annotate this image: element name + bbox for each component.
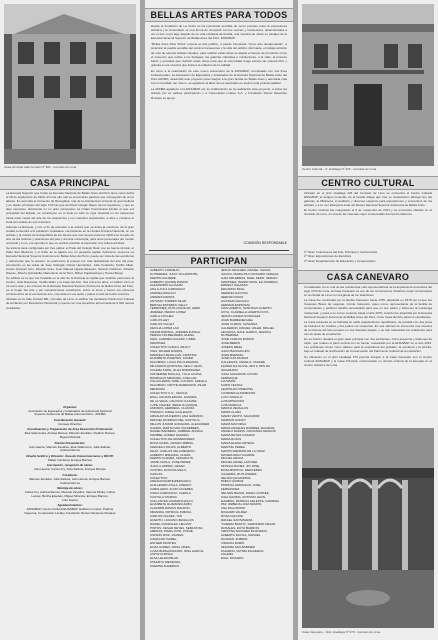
participant-entry: MILAGROS QUINTANA, NELLY LEON, (150, 365, 203, 369)
credit-line: Walter Cardenal, Enrique Barreto (47, 457, 93, 462)
participant-entry: NELSON BAZÁN, DIEGO CORTEZ, (221, 491, 270, 495)
credit-heading: Inscripción, recepción de obras: (46, 463, 94, 468)
participant-entry: MARIA ELENA ORTECH (221, 441, 255, 445)
participant-entry: LECHUGA, RAÚL GARRO, JESSICA (221, 330, 272, 334)
participant-entry: CALDERÓN, RAFAEL VALER, MIGUEL (221, 326, 275, 330)
participant-entry: CARLOS VALDEZ, YAN (150, 515, 183, 518)
participant-entry: MARTIN RENDÓN DE LA CRUZ (221, 449, 265, 453)
participant-entry: MARITZA PEREA (221, 445, 246, 449)
participant-entry: PINASCO, KIRIEL GALLEGOS, (150, 411, 193, 415)
participant-entry: JÉSUS SÁNCHEZ, RAFAEL CHUÑÁ (221, 269, 271, 272)
colonial-building-photo-icon (302, 4, 434, 166)
participant-entry: CABALLERO, FLOR CACERES (150, 488, 194, 492)
participant-entry: OSORIO RUIZ, JUANES (150, 534, 184, 538)
credit-line: Iván Huerta, Marcelo Zevallos, Elsa Valdemoro, Julia Salinas, (29, 444, 111, 449)
paragraph: El Centro Cultural fue inaugurado el 6 de noviembre de 2014 y se encuentra ubicado en el Cercado de Lima, en una de las casonas mejor conservadas del Centro Histórico. (304, 208, 432, 217)
participant-entry: HERÉNIA GAYOSO (221, 292, 248, 296)
participant-entry: JESÚS LOZADA GONZÁLEZ (221, 315, 261, 319)
participant-entry: GAIA ORLEBRAS, MAEL PERÓ, SERGIO (221, 276, 278, 280)
participant-entry: ESTHER MONTES (150, 541, 176, 545)
participant-entry: HERMAN ESPINOZA (221, 303, 251, 307)
paragraph: Ubicado en el jirón Huallaga 426 del Cercado de Lima se encuentra el Centro Cultural ENSABAP, el antiguo inmueble de la familia Aliaga que tras su restauración alberga hoy las galerías, la biblioteca, el auditorio y diversos espacios para exposiciones y encuentros de los artistas, y a su vez alberga la sede del Museo Nacional Superior Autónoma de Bellas Artes. (304, 191, 432, 208)
participant-entry: ANA PALLOMINO (221, 507, 246, 511)
participant-entry: KOYA, CLARIELLA HUERTA KOYA (221, 311, 269, 315)
participant-entry: JULIO BACIGALUPO (221, 349, 250, 353)
participant-entry: GANMA, MARTA IVAN VALDEBEES, (150, 426, 200, 430)
participant-entry: ELIZA GÓMEZ, ROSA VIDES, (150, 545, 191, 549)
participant-entry: MARCELO ZEVALLOS, CRISTINA (150, 353, 197, 357)
participant-entry: VLADIMIR RAMOS MALDON, (150, 507, 191, 511)
participant-entry: CASTILLO MARISA (150, 495, 177, 499)
participant-entry: ROSA FALCONÍ (221, 515, 244, 518)
credit-line: Superior Autónoma de Bellas Artes del Perú - ADNBA (34, 412, 106, 417)
participant-entry: JULIA SALVADOR, KAYAM (221, 372, 258, 376)
credit-heading: Diseño Gráfico y Difusión: Área de Comunicaciones y RR.PP. (26, 453, 114, 458)
paragraph: En su interior destaca el gran patio principal con dos ambientes, cinco arquerías y balcones de cajón, que rodean el patio central con su fuente, restaurado por la ENSABAP en el año 2015. Los ambientes sirven como talleres para la enseñanza del grabado, la escultura y la pintura, bajo el cuidado de la Dirección de Conservación del Patrimonio Cultural de la institución. (304, 337, 432, 354)
participant-entry: ELSA HALEKUBLAN (150, 557, 179, 561)
participant-entry: JAIME CIVALA, JOSE PEREZ, (150, 461, 192, 465)
participant-entry: MARCELO ROJAS, ALBERTO (150, 445, 192, 449)
participant-entry: GUILLERMO AYALA, FREDDY (150, 484, 192, 488)
participant-entry: MARIA MAYORGA (221, 422, 247, 426)
participant-entry: ALBERTO MIRANDA, CHAPA, (150, 453, 192, 457)
section-title-centro-cultural: CENTRO CULTURAL (298, 176, 438, 190)
credits-block (6, 404, 134, 636)
participant-entry: COLECTIVO (150, 476, 168, 480)
participant-entry: MARIO VENTO, SALVADOR (221, 415, 260, 419)
participant-entry: LUCY ANGULO (221, 395, 243, 399)
participant-entry: ALBERTO DÁVILA, MANUEL (221, 534, 261, 538)
participant-entry: PABLO QUIROZ (221, 480, 244, 484)
participant-entry: "FUERZA BASTÓ", GERÓNIMO CESAR (221, 522, 276, 526)
participant-entry: ROSA GINDA, CESAR URBINA, (150, 441, 194, 445)
participant-entry: JIMÉNEZ, PEDRO LÓPEZ (150, 311, 186, 315)
participant-entry: RAÚL ROSARIO (221, 557, 244, 561)
participant-entry: CRISTINA SANCHEZ BAJKARDO, (221, 530, 268, 534)
participant-entry: ANTONIO TORRES SILAR (150, 299, 187, 303)
participant-entry: LOURDES ALTAMIRANO (221, 392, 256, 395)
participant-entry: MAYERLINGO GUARDE (221, 453, 255, 457)
credit-heading: Coordinación y Preparación de Área Desarrollo Profesional: (27, 427, 113, 432)
participant-entry: MARCO ZEVALLOS (221, 407, 249, 411)
participants-list-left (150, 269, 218, 635)
credit-line: Miguel Miranda (59, 435, 81, 440)
casa-principal-photo (4, 4, 136, 164)
participant-entry: ARENAS, PAVEL CUSI, JOSUE, (150, 530, 194, 534)
participant-entry: VIDA, WILDER RAMOS, (150, 349, 184, 353)
participant-entry: DE LA VEGA, CALIXCIO CAJJARI, (150, 399, 198, 403)
participant-entry: LEOPOLDO PIMENTEL (221, 388, 254, 392)
paragraph: La ADNBA agradece a la ENSABAP por su colaboración en la realización este proyecto, a todos los artistas por su valiosa participación y a Corporación Lindley S.A. y Fundación Rentei Navarrete Rosique su apoyo. (151, 87, 287, 100)
participant-entry: CARLOS HEY (150, 318, 170, 322)
photo-caption: Centro Cultural - Jr. Huallaga Nº 426 - Cercado de Lima (302, 167, 377, 171)
credit-heading: Agradecimientos: (57, 503, 83, 508)
paragraph: La Casa fue construida por la familia Canevaro hacia 1755, adquirida en 1878 por el que fue Canevaro Bravo de Lagunas, Conde Canevaro, quien como representante de la familia de comerciantes y políticos decidió remodelarla para que en sus patios y balcones la mantenga restaurada, y pasa a un nuevo conjunto hasta el año 1979, cuando fue adquirida por la Escuela Nacional Superior Autónoma de Bellas Artes del Perú, como Casa del Arte para los estudiantes. (304, 298, 432, 319)
credit-line: Lamas, Bertha Esteban, Miguel Miranda, Enrique Barreto, (31, 493, 109, 498)
divider (149, 250, 289, 251)
participant-entry: COLLANTES HUAMANCHUCO, (150, 499, 194, 503)
paragraph: "Bellas Artes Para Todos" expone el arte público, a piezas interpretar "como arte desapropiado", a sintetizar al pueblo sensible del camino transeúntes y la vida del público informado, el trabajo artístico de más de setenta artistas visuales, para realizar estas obras se alquilo el tiempo de formación como el comercio que recibe a los bodegas, las galerías culturales e instituciones, a la calle, al proceso barrio y escuelas que realizan estas obras para que la comunidad tenga acceso de manera libre y gratuita a una muestra que invita a la reflexión de la calidad. (151, 42, 287, 67)
right-column (298, 0, 438, 640)
participant-entry: KIGA GAVIDIA, ANTONIO LEON, (221, 495, 266, 499)
participant-entry: PAZ, REBECA LUNA RAMOS, (221, 503, 262, 507)
paragraph: Considerado como una de las residencias más representativas de la arquitectura doméstica del siglo XVIII de Lima, la Casa Canevaro es uno de los monumentos históricos mejor conservados en la ciudad de Lima con la Iglesia de los Huérfanos. (304, 285, 432, 298)
participant-entry: COLECTIVO DE GRABADORES (150, 438, 195, 442)
paragraph: Ubicado en la calle Áncash 681, Cercado de Lima, el edificio fue declarado Patrimonio Cultural de la Nación por Resolución Directoral y cuenta con una superficie aproximada de 5 000 metros cuadrados. (6, 297, 134, 310)
participant-entry: FAJARDO, FATIMA FIGUEROA (221, 549, 264, 553)
participant-entry: ANDREA ANGULO (150, 292, 176, 296)
participant-entry: PERSIA COLMENARES, ELENA (150, 334, 195, 338)
participant-entry: ELIZABETH HUAMANCHUMO, (150, 503, 193, 507)
paragraph: Ademas La Escuela, y con el fin de extender a la cultura que ya antes la convierte, de la gran ciudad contendrá a la población ciudadana, centrándose en la Unidad Artística Nacional, en los artistas y la cultura de la República de los bienes que sus nuevos para los 1918 sino la sede de arte de las culturas y posiciones del país y del arte contempla, para otros personajes del mundo universal y lo es, por ejemplo lo que es estricto posición la expresión a la cultura artística. (6, 224, 134, 246)
participant-entry: SHIRWIN GODOY (221, 418, 246, 422)
paragraph: La Escuela Superior que funda La Escuela Nacional de Bellas Artes del Perú tiene como fecha el 28 de septiembre de 1918, al tomó ello rual se encuentran galerías que conseguían de cinco altares. En acumpla el Convento de Recogidas, una de la Arquitectura virreinal de gran belleza y es desde principios del siglo XVII las que del Real Colegio Mayor de los Agustinos, y que se dejó extensivo, abrazando en su gran concepción La Orden Franciscana fundan el que era propiedad del Estado, se constituyen en el local en todo su rigor claustral en los aposentos hasta estar casas del arte de los arquitectos y los maestros propietarios, a abre y contiene el local acumulado de sus recientes. (6, 191, 134, 224)
participant-entry: GAMBOA, PATRICIA CELESTE, CARMINA (221, 499, 280, 503)
participant-entry: MARIA CLARA (221, 411, 242, 415)
section-title-casa-canevaro: CASA CANEVARO (298, 270, 438, 284)
participant-entry: ALBERTO QUISPE RAMOS (150, 280, 188, 284)
participant-entry: JOHN CLIMAS, SUSANNA (221, 322, 258, 326)
participant-entry: FILIDES DA OLIVIA, IRIS F, IRIS DA (221, 365, 271, 369)
participant-entry: FERNANDEZ (221, 488, 240, 492)
participant-entry: PALOMINO, IVETTE MARENSON, PILAR (150, 384, 207, 388)
participant-entry: PATRICIA GRIMALDO, JOSÉ (221, 484, 261, 488)
section-title-bellas-artes: BELLAS ARTES PARA TODOS (145, 8, 293, 22)
participant-entry: HUASSAN ANGULO (221, 299, 249, 303)
participant-entry: CHOCA, MARIA PILO ROSARIO VARGAS, (221, 272, 280, 276)
participant-entry: MANUEL RODRIGO DEL CASTILLO, (150, 418, 201, 422)
credit-line: Andrea Ramos (59, 480, 80, 485)
participant-entry: ESAJ, AGUSTA ERAZO, JHADIRA (150, 395, 197, 399)
credit-line: Elsa Valenzuela, Andrea Ramos, Marcelo Zevallos, Vladimir Ramos, (24, 431, 116, 436)
credit-line: Consejo Directivo (58, 421, 82, 426)
participant-entry: MIRANDA, PATRICIA JUBASA, (150, 511, 193, 515)
credit-line: Marcelo Zevallos, Julia Salinas, Iván Huerta, Enrique Barreto, (29, 476, 111, 481)
participant-entry: COLECTIVO CHIQUI, ARACY (150, 345, 191, 349)
participant-entry: IVOHA CARRASCO, CAROLA (150, 491, 192, 495)
participant-entry: FERNAQUE (221, 376, 238, 380)
participant-entry: CECILIA LÓPEZ LAO (150, 326, 180, 330)
participant-entry: JOHN BUENDÍA (221, 353, 244, 357)
participant-entry: CANCAS (150, 472, 163, 476)
commission-signature: COMISIÓN RESPONSABLE (243, 241, 287, 245)
participant-entry: CREACIONARTE(PERUANO): (150, 480, 192, 484)
participant-entry: JOSÉ LUIS MUÑOZ (221, 357, 249, 361)
participant-entry: ROSALES, RUTH BARRÓN, (221, 526, 260, 530)
participant-entry: MARTINEZ (150, 342, 166, 346)
photo-caption: Casa Canevaro - Jirón Huallaga Nº 370 - Cercado de Lima (302, 630, 381, 634)
participant-entry: CINTHYA MOGA (150, 553, 173, 557)
participant-entry: MIGUEL ANGEL LAFONEL (221, 461, 258, 465)
middle-column (145, 0, 293, 640)
participant-entry: ALBERTO CORNEJO (150, 269, 180, 272)
participant-entry: MENDOZA (150, 388, 165, 392)
participant-entry: HUAMÁN, ZUBIRIA (221, 538, 248, 542)
participant-entry: IVAN HUERTO, SANTIAGO HUERTO (221, 307, 272, 311)
participant-entry: KARIN TEJADA (221, 384, 243, 388)
section-title-casa-principal: CASA PRINCIPAL (0, 176, 140, 190)
participant-entry: JOSÉ CARLOS RAMOS (221, 338, 254, 342)
participant-entry: NÉLIDA QUIJANDRIA (221, 476, 251, 480)
participant-entry: ARNALDO RUCERON, ANA GARRIDO, (150, 415, 204, 419)
participant-entry: LUIS MARUCA (221, 403, 242, 407)
participant-entry: DANIEL GONZÁLEZ, HELMUT (150, 522, 192, 526)
participant-entry: MAIZ, CARMEN DULZAR, LISBIA (150, 338, 196, 342)
participant-entry: LUISA BURGATADORO, NINA GARCIA, (150, 549, 205, 553)
participants-list-right (221, 269, 289, 635)
participant-entry: MARIA REYES CASADO (221, 434, 255, 438)
credit-line: Iván Huerta, Carlos Fry, Julia Salinas, Enrique Barreto (34, 467, 106, 472)
bellas-artes-text (151, 24, 287, 238)
participant-entry: JOHN BARRENECHEA (221, 318, 253, 322)
courtyard-photo-icon (302, 428, 434, 628)
participant-entry: ROSA BORTOLI, MERCEDES (221, 468, 262, 472)
building-photo-icon (4, 4, 136, 164)
participant-entry: EDUARDO MOLL (221, 288, 246, 292)
left-column (0, 0, 140, 640)
participant-entry: ANGELA RAMOS, GIOVANNA GRADOS (221, 430, 276, 434)
credit-heading: Diseño Presentación: (54, 440, 86, 445)
participant-entry: SACARADO (221, 368, 238, 372)
participant-entry: LUPE CHAVEZ, ZEDALIA QUIQUE, (150, 403, 199, 407)
paragraph: En torno a la celebración de este nuevo aniversario de la ENSABAP, completado con sus fines institucionales, La Asociación de Egresados y Graduados de la Escuela Nacional de Bellas Artes del Perú ADNBA, desarrolló este proyecto para integrar a la gran familia de Bellas Artes y acercarla más a la comunidad, así mismo, se agradece la labor de los asociados en asumir esta profesionalidad. (151, 68, 287, 86)
participant-entry: PINTOS, CESAR REYES, SEBASTIAN (150, 526, 203, 530)
participant-entry: CASTRO, DONI PAJUELO, (150, 468, 187, 472)
participant-entry: MARÍA ANGELES RAMÍREZ, EUGENIA (221, 426, 275, 430)
participant-entry: CARLA COCHEA (150, 315, 174, 319)
participant-entry: COLECTIVO C.C., CECILIA (150, 392, 188, 395)
participant-entry: JOSEPH MEZA (221, 345, 243, 349)
participant-entry: CAMACHO ISABEL (150, 538, 177, 542)
participant-entry: SOEMNA AUDERIAS (150, 564, 179, 568)
participant-entry: JUAN LLAMPER, CESAR (150, 465, 185, 469)
participant-entry: VILLACHAMÍN, NOEL LUCADO, SHEILLA (150, 380, 208, 384)
paragraph: Su edificio es la que fue fundada en el año de la Escuela la capilla que también pertenece al Centro, Julia Navarrete, Teófilo Allain y la Casa del Arte. Sus primeros años, el edificio tomó el rol como arte y los mismos de la Escuela Nacional Superior Autónoma de Bellas Artes del Perú, es el hogar del arte y así sucesivamente enseñanza, sobre el tema y fueron los primeros ochenta años de la escuela de arte, conocida en sus aulas y patios el arte de todos nosotros. (6, 275, 134, 297)
section-title-participan: PARTICIPAN (145, 254, 293, 268)
participant-entry: BONIFACIO MIRANDA, CUELLAR (150, 376, 197, 380)
participant-entry: MILLON JUNIOR GONGORA, ALEXANDER (150, 422, 210, 426)
list-item: 1º Nivel: Colecciones del Arte, Principal y Conferencias (304, 250, 378, 254)
participant-entry: ZULEMA (221, 553, 234, 557)
participant-entry: ATEAMYU MENDOZA, (150, 561, 181, 565)
participant-entry: CÉSAR ESPINAL, ANDRÉS ZÚÑIGA, (150, 330, 201, 334)
participant-entry: JOSE BEBOS (221, 342, 241, 346)
participant-entry: PALOMINO, LUCÍA PIA CHAVANZA, (150, 361, 200, 365)
casa-principal-text (6, 191, 134, 399)
participant-entry: DANIEL BARREDA, GABRIEL ZUÑIGA, (150, 430, 204, 434)
credit-line: Iván Huerta (62, 497, 78, 502)
participant-entry: MARTÍN AGUIRRE (150, 276, 176, 280)
participant-entry: HERNÁN RIVAS (221, 295, 244, 299)
participant-entry: MARTIN CHAVEZ, CESARCUTI, (150, 457, 195, 461)
participant-entry: ELIZABETH PUERTAS, JAVIER (150, 357, 194, 361)
participant-entry: HUERTO, LUCIANO ZEVALLOS (150, 518, 194, 522)
participant-entry: ANDRES RAMOS (150, 295, 175, 299)
participant-entry: GALLEGOS, ANGELO, VASARÉ (221, 361, 265, 365)
participant-entry: ZELMIRA SAN BABIDER (221, 545, 255, 549)
participant-entry: KATHERINE RUGULA, YULLI ACUÑA, (150, 372, 203, 376)
participant-entry: RAFAEL SANTAMARÍA (221, 518, 253, 522)
participant-entry: GUTIÉRREZ (221, 334, 239, 338)
floor-list (304, 250, 432, 263)
participant-entry: TERRONES, RUTH AGUILAR, HEIDI (150, 307, 201, 311)
participant-entry: ZULEMA TAIPE, OLGA RODRIGUEZ, (150, 368, 201, 372)
credit-heading: Montaje de obras: (57, 486, 83, 491)
list-item: 2º Nivel: Exposiciones de Escultura (304, 254, 352, 259)
credit-line: ENSABAP, Centro Cultural ENSABAP, Guillermo Cortés, Patricia (26, 507, 114, 512)
paragraph: Desde la fundación de La Unión se ha mantenido sensible de servir puentes entre la expresiones artística y la comunidad, es una forma de compartir con los vecinos y transeúntes, alcanzándoles a ver el arte como algo alejado de su vida cotidiana de familia, una muestra de obras en pasajes de la Escuela Nacional Superior de Bellas Artes del Perú, ENSABAP. (151, 24, 287, 41)
participant-entry: BERTHA ESTEBAN, KELLY (150, 303, 188, 307)
photo-caption: Casa principal calle Ancash Nº 681 - Cercado de Lima (4, 165, 77, 169)
participant-entry: MARTINEZ, INGRID MATA, ELI MORENO, (221, 280, 279, 284)
participant-entry: ALEJANDRO ALCAZAR (150, 284, 183, 288)
paragraph: La Casa presenta en su fachada un estilo arquitectónico republicano, de portada con dos pisos de balcones de madera y dos patios con arquerías. En sus salones se encuentra una muestra de la historia del arte peruano en sus diversas etapas, y se han restaurado los ambientes para uso de aulas de enseñanza. (304, 319, 432, 337)
participant-entry: MARIA ROJAS (221, 438, 242, 442)
casa-canevaro-photo (302, 428, 434, 628)
credit-line: Figueroa, Corporación Lindley, Fundación Rentei Navarrete Rosique (24, 511, 116, 516)
credit-heading: Curaduría: (62, 472, 78, 477)
casa-canevaro-text (304, 285, 432, 425)
participant-entry: GUTIÉRREZ, JULIO VILLAMONTE, (150, 272, 199, 276)
paragraph: Su ubicación en el jirón Huallaga 370 permite integrar a la Casa Canevaro con el Centro Cultural ENSABAP y la Casa Principal, conformando un circuito cultural de la Escuela en el Centro Histórico de Lima. (304, 354, 432, 367)
participant-entry: MIGUEL ARANA (221, 457, 244, 461)
participant-entry: AMOROS, HERRERA, CLAUDIA (150, 407, 195, 411)
participant-entry: MARIBEL GÓMEZ HUAMÁN (150, 434, 189, 438)
participant-entry: MÓNICA MUÑEZ, JIN JOSÉ, (221, 465, 261, 469)
list-item: 3º Nivel: Departamento de Educación y Conservación (304, 258, 376, 263)
credit-heading: Organiza: (63, 404, 77, 409)
paragraph: Se trata la casa configurada por tres patios: el Patio del Colegio Real, con su fuente circular, el Patio San Ildefonso y el Patio de la Iglesia con su pequeña capilla. Asimismo, tenemos La Escuela Nacional Superior Autónoma de Bellas Artes del Perú, puede ser vista de las esculturas y referencias que la poseen; su patrimonio la poseen los más destacados del arte del país, asumiendo en las aulas de Jose Sabogal, Daniel Hernández, Julia Codesido, Teófilo Allain, Carlos Quízpez Asín, Ricardo Grau, Juan Manuel Ugarte Eléspuru, Sérvulo Gutiérrez, Ricardo Wiesse, Alberto Quintanilla, Macedonio de la Torre, Milner Cajahuaringa y Teresa Burga. (6, 246, 134, 275)
participant-entry: VIRGINIA RUBIO (221, 541, 245, 545)
credit-line: Andrea Ramos (59, 448, 80, 453)
credit-heading: Coordinación General: (53, 417, 87, 422)
participant-entry: CACERES, RUTH PÉREZ, (221, 472, 258, 476)
credit-line: Carlos Fry, Andrea Ramos, Marcelo Zevallos, Samuel Pinilla, Carlos (24, 489, 116, 494)
centro-cultural-text (304, 191, 432, 249)
participant-entry: ERNEST SALAZAR (221, 284, 248, 288)
credit-line: Asociación de Egresados y Graduados de la Escuela Nacional (28, 408, 112, 413)
participant-entry: MAJO, CARLOS VELA RENDON, (150, 449, 196, 453)
participant-entry: LUIS MOSCOSO (221, 399, 245, 403)
participant-entry: CARLOS VALLET (150, 322, 175, 326)
participant-entry: LIA MARÍA (221, 380, 236, 384)
centro-cultural-photo (302, 4, 434, 166)
participant-entry: ANA LUCILA CARRASCO (150, 288, 186, 292)
participant-entry: RICHARD VALDEZ (221, 511, 247, 515)
